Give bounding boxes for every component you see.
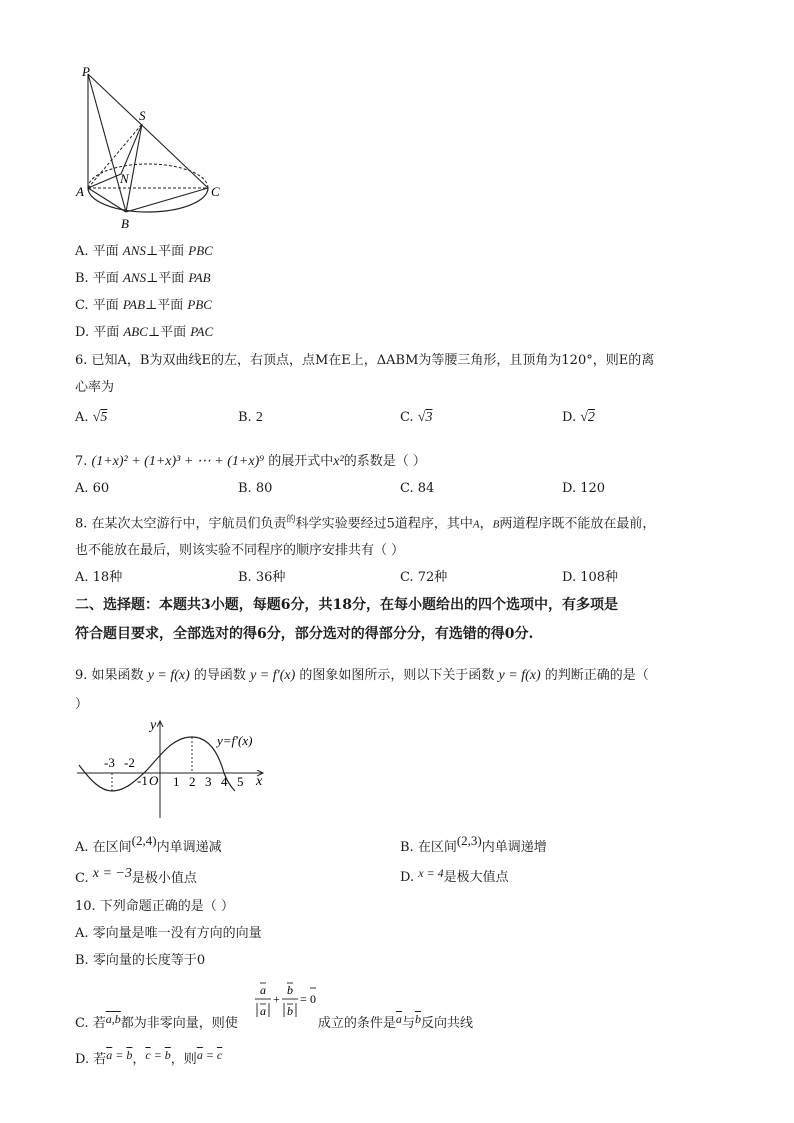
function-expr: y = f(x) — [498, 668, 541, 683]
option-text: A. 在区间 — [75, 840, 132, 855]
radicand: 2 — [587, 410, 595, 425]
option-text: C. — [75, 871, 89, 886]
stem-text: 的图象如图所示，则以下关于函数 — [299, 668, 495, 683]
option-label: C. — [400, 410, 414, 425]
svg-text:a: a — [260, 1004, 266, 1018]
q9-stem-line2: ） — [75, 697, 89, 712]
origin-label: O — [149, 773, 159, 788]
tick-label: 1 — [173, 774, 180, 789]
derivative-graph — [75, 715, 275, 820]
relation: ⊥平面 — [145, 244, 189, 259]
q7-stem — [75, 450, 426, 470]
q7-option-b: B. 80 — [238, 481, 273, 496]
eq-a-c: $\overline{a} = \overline{c}$ — [196, 1048, 223, 1062]
svg-text:=: = — [300, 992, 307, 1006]
q8-stem-line1 — [75, 512, 655, 531]
tick-label: 2 — [189, 774, 196, 789]
option-label: A. — [75, 410, 89, 425]
derivative-expr: y = f′(x) — [250, 668, 296, 683]
interval: (2,4) — [131, 833, 157, 848]
stem-text: 9. 如果函数 — [75, 668, 144, 683]
vector-a: $\overline{a}$ — [395, 1012, 402, 1026]
edge-bc — [126, 188, 208, 212]
q6-stem-line1: 6. 已知A，B为双曲线E的左，右顶点，点M在E上，ΔABM为等腰三角形，且顶角为120°，则E的离 — [75, 353, 655, 368]
option-prefix: C. 平面 — [75, 298, 123, 313]
radicand: 3 — [425, 410, 433, 425]
option-label: D. — [562, 410, 577, 425]
q9-option-c — [75, 866, 197, 886]
option-text: C. 若 — [75, 1016, 106, 1031]
q9-option-a — [75, 833, 222, 855]
option-text: D. 若 — [75, 1052, 107, 1067]
radicand: 5 — [100, 410, 108, 425]
eq-a-b: $\overline{a} = \overline{b}$ — [106, 1048, 133, 1062]
option-value: 2 — [255, 410, 263, 425]
tick-label: -1 — [137, 773, 148, 788]
svg-text:b: b — [287, 983, 293, 997]
option-text: ，则 — [170, 1052, 197, 1067]
function-expr: y = f(x) — [147, 668, 190, 683]
tick-label: 4 — [221, 774, 228, 789]
relation: ⊥平面 — [147, 325, 191, 340]
x-axis-label: x — [256, 774, 263, 789]
option-text: 是极小值点 — [131, 871, 197, 886]
base-back-arc — [88, 164, 208, 188]
option-text: 是极大值点 — [443, 870, 509, 885]
q10-option-b: B. 零向量的长度等于0 — [75, 953, 206, 968]
plane: PBC — [188, 243, 213, 258]
q10-option-a: A. 零向量是唯一没有方向的向量 — [75, 926, 262, 941]
option-prefix: A. 平面 — [75, 244, 123, 259]
plane: ANS — [122, 270, 147, 285]
q8-option-d: D. 108种 — [562, 570, 619, 585]
option-prefix: D. 平面 — [75, 325, 124, 340]
q9-option-b — [400, 833, 547, 855]
q10-stem: 10. 下列命题正确的是（ ） — [75, 899, 234, 914]
q8-option-b: B. 36种 — [238, 570, 286, 585]
q6-option-c — [400, 410, 432, 426]
q9-stem-line1 — [75, 664, 649, 684]
plane: PBC — [187, 297, 212, 312]
sqrt-expr: √2 — [580, 410, 595, 425]
plane: PAB — [188, 270, 211, 285]
label-p: P — [82, 64, 90, 79]
q5-option-a — [75, 240, 213, 259]
option-text: 反向共线 — [420, 1016, 473, 1031]
tick-label: -2 — [124, 755, 135, 770]
q10-option-c — [75, 1012, 473, 1031]
eq-c-b: $\overline{c} = \overline{b}$ — [145, 1048, 171, 1062]
q6-option-b — [238, 410, 263, 426]
svg-text:b: b — [287, 1004, 293, 1018]
question-number: 7. — [75, 454, 88, 469]
stem-text: 的判断正确的是（ — [544, 668, 649, 683]
svg-text:a: a — [260, 983, 266, 997]
stem-text: 的系数是（ ） — [343, 454, 426, 469]
option-text: 都为非零向量，则使 — [120, 1016, 238, 1031]
q8-option-c: C. 72种 — [400, 570, 448, 585]
x-value: x = −3 — [92, 866, 132, 881]
q8-stem-line2: 也不能放在最后，则该实验不同程序的顺序安排共有（ ） — [75, 543, 405, 558]
option-text: 内单调递增 — [481, 840, 547, 855]
separator: ， — [132, 1052, 146, 1067]
curve-label: y=f′(x) — [217, 733, 253, 748]
q5-option-c — [75, 294, 212, 313]
q10-option-d — [75, 1048, 222, 1067]
separator: ， — [479, 516, 493, 532]
x-value: x = 4 — [418, 866, 444, 880]
edge-sb — [126, 124, 142, 212]
q8-option-a: A. 18种 — [75, 570, 123, 585]
tick-label: -3 — [104, 755, 115, 770]
label-a: A — [76, 184, 84, 199]
plane: ABC — [123, 324, 148, 339]
svg-text:+: + — [273, 992, 280, 1006]
stem-text: 的导函数 — [193, 668, 246, 683]
label-c: C — [211, 184, 220, 199]
vector-b: $\overline{b}$ — [414, 1012, 421, 1026]
term-x2: x² — [333, 454, 344, 469]
vectors-ab: a,b — [105, 1012, 121, 1026]
tick-label: 3 — [205, 774, 212, 789]
plane: ANS — [122, 243, 146, 258]
relation: ⊥平面 — [146, 271, 189, 286]
stem-text: 的展开式中 — [268, 454, 334, 469]
y-axis-label: y — [150, 718, 157, 733]
svg-text:0: 0 — [310, 992, 316, 1006]
option-text: B. 在区间 — [400, 840, 457, 855]
q5-option-b — [75, 267, 211, 286]
option-text: 成立的条件是 — [317, 1016, 396, 1031]
label-n: N — [120, 171, 129, 186]
q5-option-d — [75, 321, 213, 340]
section2-heading-line2: 符合题目要求，全部选对的得6分，部分选对的得部分分，有选错的得0分. — [75, 626, 534, 642]
q9-option-d — [400, 866, 509, 885]
q7-option-c: C. 84 — [400, 481, 435, 496]
stem-text: 的 — [286, 515, 296, 525]
q7-option-d: D. 120 — [562, 481, 606, 496]
option-prefix: B. 平面 — [75, 271, 123, 286]
program-b: B — [492, 518, 500, 531]
interval: (2,3) — [456, 833, 482, 848]
stem-text: 科学实验要经过5道程序，其中 — [295, 516, 473, 532]
cone-figure — [70, 62, 235, 232]
stem-text: 两道程序既不能放在最前， — [499, 516, 656, 532]
plane: PAC — [190, 324, 214, 339]
option-label: B. — [238, 410, 252, 425]
option-text: 内单调递减 — [156, 840, 222, 855]
edge-as-dashed — [88, 124, 142, 188]
q6-option-a — [75, 410, 107, 426]
plane: PAB — [122, 297, 146, 312]
section2-heading-line1: 二、选择题：本题共3小题，每题6分，共18分，在每小题给出的四个选项中，有多项是 — [75, 597, 618, 613]
tick-label: 5 — [237, 774, 244, 789]
program-a: A — [472, 518, 480, 531]
option-text: 与 — [401, 1016, 415, 1031]
option-text: D. — [400, 870, 415, 885]
relation: ⊥平面 — [145, 298, 188, 313]
sqrt-expr: √5 — [92, 410, 108, 425]
label-s: S — [139, 108, 146, 123]
q7-option-a: A. 60 — [75, 481, 110, 496]
sqrt-expr: √3 — [417, 410, 433, 425]
sum-expression: (1+x)² + (1+x)³ + ⋯ + (1+x)⁹ — [91, 454, 265, 469]
q6-stem-line2: 心率为 — [75, 380, 115, 395]
q6-option-d — [562, 410, 595, 426]
edge-an — [88, 174, 121, 188]
label-b: B — [121, 216, 129, 231]
edge-ns — [121, 124, 142, 174]
stem-text: 8. 在某次太空游行中，宇航员们负责 — [75, 516, 287, 532]
